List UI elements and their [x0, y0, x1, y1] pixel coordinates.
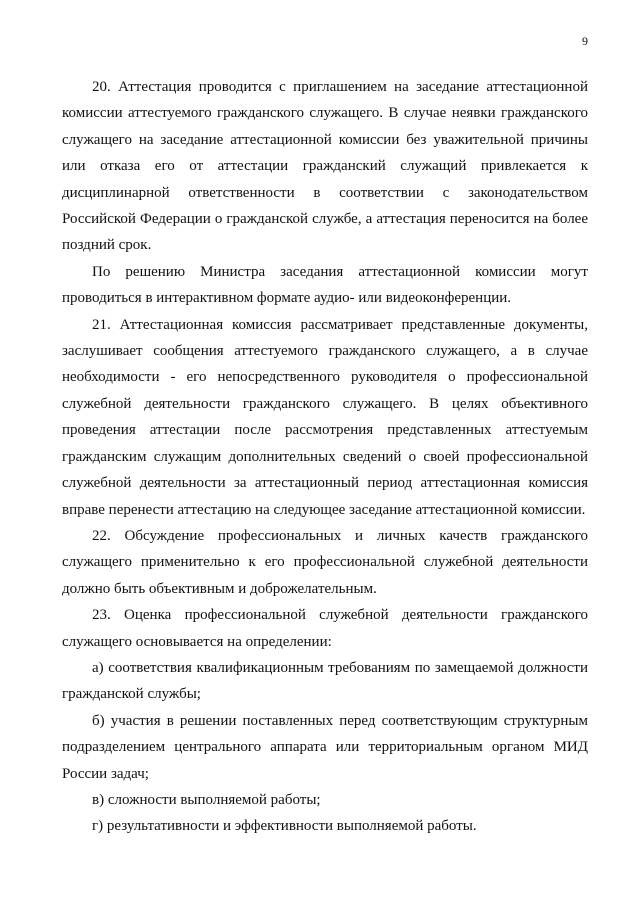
list-item-b: б) участия в решении поставленных перед соответствующим структурным подразделением центрального аппарата или территориальным органом МИД России задач; — [62, 712, 588, 782]
paragraph-minister-decision: По решению Министра заседания аттестационной комиссии могут проводиться в интерактивном формате аудио- или видеоконференции. — [62, 263, 588, 307]
paragraph-22: 22. Обсуждение профессиональных и личных качеств гражданского служащего применительно к его профессиональной служебной деятельности должно быть объективным и доброжелательным. — [62, 527, 588, 597]
list-item-v: в) сложности выполняемой работы; — [92, 791, 321, 808]
paragraph-21: 21. Аттестационная комиссия рассматривает представленные документы, заслушивает сообщения аттестуемого гражданского служащего, а в случае необходимости - его непосредственного руководителя о профессиональной служебной деятельности гражданского служащего. В целях объективного проведения аттестации после рассмотрения представленных аттестуемым гражданским служащим дополнительных сведений о своей профессиональной служебной деятельности за аттестационный период аттестационная комиссия вправе перенести аттестацию на следующее заседание аттестационной комиссии. — [62, 316, 588, 518]
list-item-g: г) результативности и эффективности выполняемой работы. — [92, 818, 477, 835]
page-number: 9 — [582, 34, 588, 48]
paragraph-23: 23. Оценка профессиональной служебной деятельности гражданского служащего основывается на определении: — [62, 607, 588, 650]
list-item-a: а) соответствия квалификационным требованиям по замещаемой должности гражданской службы; — [62, 659, 588, 703]
paragraph-20: 20. Аттестация проводится с приглашением на заседание аттестационной комиссии аттестуемого гражданского служащего. В случае неявки гражданского служащего на заседание аттестационной комиссии без уважительной причины или отказа его от аттестации гражданский служащий привлекается к дисциплинарной ответственности в соответствии с законодательством Российской Федерации о гражданской службе, а аттестация переносится на более поздний срок. — [62, 79, 588, 254]
document-body — [62, 74, 588, 840]
